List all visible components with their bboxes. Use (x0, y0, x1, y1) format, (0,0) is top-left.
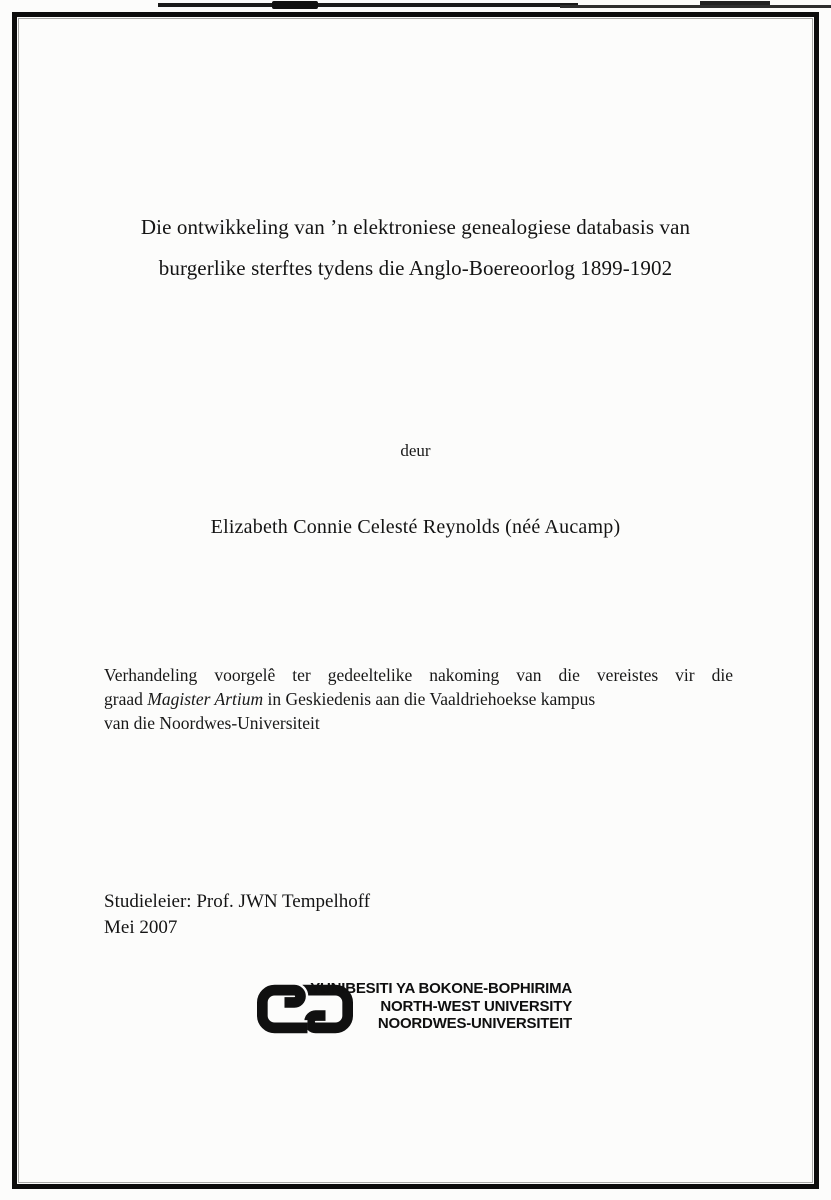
university-logo-text (296, 980, 572, 1033)
supervisor-and-date (104, 889, 370, 941)
degree-name: Magister Artium (147, 688, 264, 709)
scan-artifact (560, 5, 831, 8)
logo-text-afrikaans: NOORDWES-UNIVERSITEIT (377, 1015, 572, 1032)
statement-line-2 (104, 688, 733, 712)
supervisor-line: Studieleier: Prof. JWN Tempelhoff (104, 891, 371, 912)
thesis-title (50, 207, 781, 288)
thesis-title-line-1: Die ontwikkeling van ’n elektroniese genealogiese databasis van (140, 215, 691, 239)
author-name: Elizabeth Connie Celesté Reynolds (néé Aucamp) (210, 516, 621, 538)
statement-line-2-suffix: in Geskiedenis aan die Vaaldriehoekse kampus (263, 688, 596, 709)
statement-line-1: Verhandeling voorgelê ter gedeeltelike nakoming van die vereistes vir die (104, 665, 733, 685)
statement-line-2-prefix: graad (104, 688, 148, 709)
thesis-title-line-2: burgerlike sterftes tydens die Anglo-Boereoorlog 1899-1902 (158, 255, 673, 280)
submission-statement (104, 664, 733, 735)
logo-text-setswana: YUNIBESITI YA BOKONE-BOPHIRIMA (310, 980, 572, 997)
scan-artifact (158, 3, 578, 7)
date-line: Mei 2007 (104, 917, 178, 938)
scan-artifact (700, 1, 770, 5)
scan-artifact (272, 1, 318, 9)
logo-text-english: NORTH-WEST UNIVERSITY (380, 997, 572, 1015)
byline: deur (400, 441, 431, 460)
statement-line-3: van die Noordwes-Universiteit (104, 712, 320, 733)
